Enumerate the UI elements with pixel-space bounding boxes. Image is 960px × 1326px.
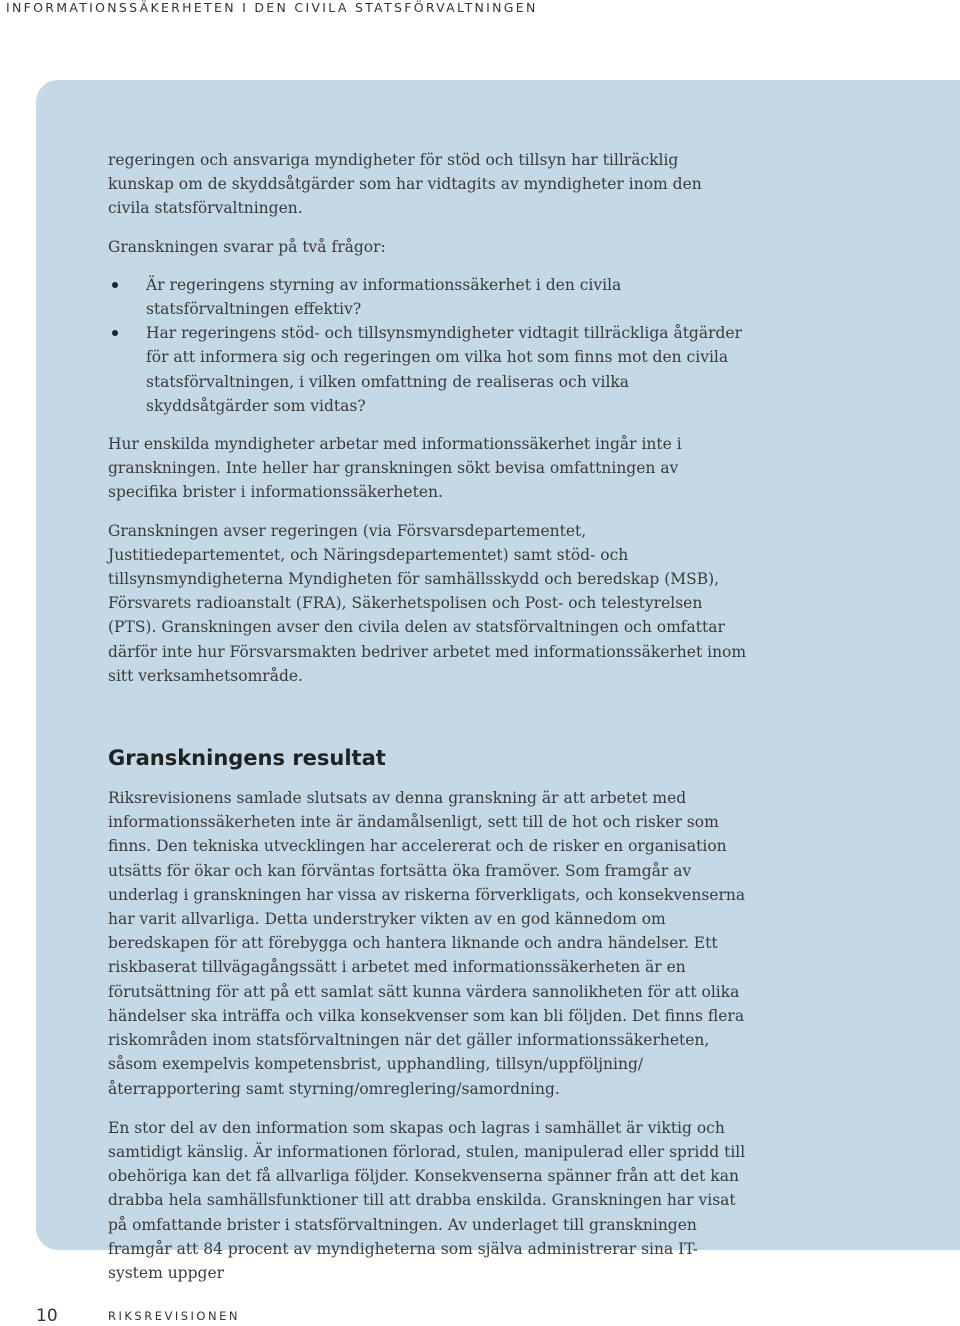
intro-paragraph-2: Granskningen svarar på två frågor: <box>108 237 386 256</box>
running-header: INFORMATIONSSÄKERHETEN I DEN CIVILA STATSFÖRVALTNINGEN <box>6 0 538 15</box>
question-item-1: Är regeringens styrning av informationssäkerhet i den civila statsförvaltningen effektiv? <box>108 273 748 321</box>
page-number: 10 <box>36 1306 58 1326</box>
main-content <box>108 148 748 1285</box>
intro-paragraph-4: Granskningen avser regeringen (via Försvarsdepartementet, Justitiedepartementet, och Näringsdepartementet) samt stöd- och tillsynsmyndigheterna Myndigheten för samhällsskydd och beredskap (MSB), Försvarets radioanstalt (FRA), Säkerhetspolisen och Post- och telestyrelsen (PTS). Granskningen avser den civila delen av statsförvaltningen och omfattar därför inte hur Försvarsmakten bedriver arbetet med informationssäkerhet inom sitt verksamhetsområde. <box>108 521 747 685</box>
results-paragraph-2: En stor del av den information som skapas och lagras i samhället är viktig och samtidigt känslig. Är informationen förlorad, stulen, manipulerad eller spridd till obehöriga kan det få allvarliga följder. Konsekvenserna spänner från att det kan drabba hela samhällsfunktioner till att drabba enskilda. Granskningen har visat på omfattande brister i statsförvaltningen. Av underlaget till granskningen framgår att 84 procent av myndigheterna som själva administrerar sina IT-system uppger <box>108 1118 746 1282</box>
publisher-label: RIKSREVISIONEN <box>108 1309 240 1323</box>
intro-paragraph-3: Hur enskilda myndigheter arbetar med informationssäkerhet ingår inte i granskningen. Inte heller har granskningen sökt bevisa omfattningen av specifika brister i informationssäkerheten. <box>108 435 682 502</box>
question-list <box>108 273 748 418</box>
results-heading: Granskningens resultat <box>108 746 386 771</box>
question-item-2: Har regeringens stöd- och tillsynsmyndigheter vidtagit tillräckliga åtgärder för att informera sig och regeringen om vilka hot som finns mot den civila statsförvaltningen, i vilken omfattning de realiseras och vilka skyddsåtgärder som vidtas? <box>108 321 748 418</box>
results-paragraph-1: Riksrevisionens samlade slutsats av denna granskning är att arbetet med informationssäkerheten inte är ändamålsenligt, sett till de hot och risker som finns. Den tekniska utvecklingen har accelererat och de risker en organisation utsätts för ökar och kan förväntas fortsätta öka framöver. Som framgår av underlag i granskningen har vissa av riskerna förverkligats, och konsekvenserna har varit allvarliga. Detta understryker vikten av en god kännedom om beredskapen för att förebygga och hantera liknande och andra händelser. Ett riskbaserat tillvägagångssätt i arbetet med informationssäkerheten är en förutsättning för att på ett samlat sätt kunna värdera sannolikheten för att olika händelser ska inträffa och vilka konsekvenser som kan bli följden. Det finns flera riskområden inom statsförvaltningen när det gäller informationssäkerheten, såsom exempelvis kompetensbrist, upphandling, tillsyn/uppföljning/återrapportering samt styrning/omreglering/samordning. <box>108 789 746 1098</box>
intro-paragraph-1: regeringen och ansvariga myndigheter för stöd och tillsyn har tillräcklig kunskap om de skyddsåtgärder som har vidtagits av myndigheter inom den civila statsförvaltningen. <box>108 151 702 218</box>
